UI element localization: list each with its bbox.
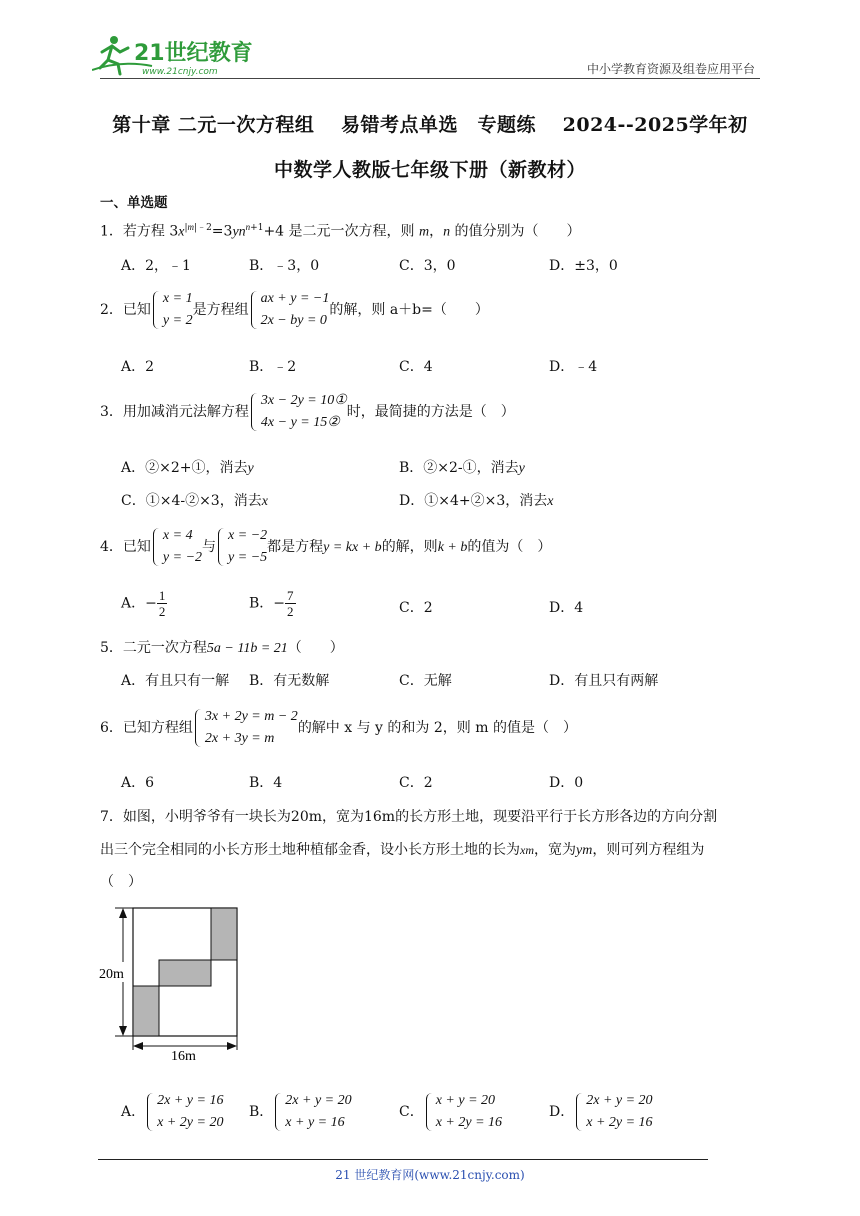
small-rect-top — [211, 908, 237, 960]
q7-option-b[interactable]: B． 2x + y = 20 x + y = 16 — [249, 1090, 352, 1134]
page-title-line2: 中数学人教版七年级下册（新教材） — [273, 159, 586, 181]
q3-option-d[interactable]: D．①×4+②×3，消去x — [399, 493, 554, 509]
q3-equation-system: 3x − 2y = 10① 4x − y = 15② — [249, 390, 347, 434]
q3-option-b[interactable]: B．②×2-①，消去y — [399, 460, 525, 476]
q4-option-a[interactable]: A．− $\frac{1}{2}$ — [121, 588, 166, 619]
header-platform-text: 中小学教育资源及组卷应用平台 — [586, 62, 755, 76]
q6-option-c[interactable]: C．2 — [399, 775, 433, 791]
q7-option-d[interactable]: D． 2x + y = 20 x + 2y = 16 — [549, 1090, 653, 1134]
question-1: 1．若方程 $3x^{|m|﹣2}=3yn^{n+1}+4$ 是二元一次方程，则 m，n 的值分别为（ ） — [100, 222, 581, 240]
q1-option-a[interactable]: A．2，﹣1 — [121, 258, 191, 274]
footer-divider — [98, 1159, 708, 1160]
small-rect-middle — [159, 960, 211, 986]
q2-given-system: x = 1 y = 2 — [151, 288, 193, 332]
question-5: 5．二元一次方程5a − 11b = 21（ ） — [100, 640, 344, 656]
q6-option-b[interactable]: B．4 — [249, 775, 283, 791]
q7-option-a[interactable]: A． 2x + y = 16 x + 2y = 20 — [121, 1090, 223, 1134]
q5-option-b[interactable]: B．有无数解 — [249, 673, 330, 689]
q7-figure — [95, 900, 245, 1060]
header-divider — [100, 78, 760, 79]
small-rect-bottom — [133, 986, 159, 1036]
question-3: 3．用加减消元法解方程 3x − 2y = 10① 4x − y = 15② 时，最简捷的方法是（ ） — [100, 390, 515, 434]
q3-option-c[interactable]: C．①×4-②×3，消去x — [121, 493, 268, 509]
section-heading: 一、单选题 — [100, 195, 168, 211]
logo — [92, 30, 262, 80]
q2-option-c[interactable]: C．4 — [399, 359, 433, 375]
q4-solution-1: x = 4 y = −2 — [151, 525, 202, 569]
question-7-line1: 7．如图，小明爷爷有一块长为20m，宽为16m的长方形土地，现要沿平行于长方形各边的方向分割 — [100, 809, 718, 825]
q4-solution-2: x = −2 y = −5 — [216, 525, 267, 569]
q4-option-b[interactable]: B．− $\frac{7}{2}$ — [249, 588, 294, 619]
question-4: 4．已知 x = 4 y = −2 与 x = −2 y = −5 都是方程y = kx + b的解，则k + b的值为（ ） — [100, 525, 551, 569]
q3-option-a[interactable]: A．②×2+①，消去y — [121, 460, 254, 476]
q2-equation-system: ax + y = −1 2x − by = 0 — [249, 288, 330, 332]
logo-url: www.21cnjy.com — [142, 67, 218, 77]
height-label: 20m — [99, 967, 124, 982]
q1-option-d[interactable]: D．±3，0 — [549, 258, 618, 274]
width-label: 16m — [171, 1049, 196, 1060]
footer-link[interactable]: 21 世纪教育网(www.21cnjy.com) — [335, 1168, 525, 1182]
q2-option-d[interactable]: D．﹣4 — [549, 359, 598, 375]
q6-option-d[interactable]: D．0 — [549, 775, 584, 791]
q2-option-a[interactable]: A．2 — [121, 359, 155, 375]
q1-option-c[interactable]: C．3，0 — [399, 258, 456, 274]
logo-text: 21世纪教育 — [134, 41, 253, 66]
q4-option-c[interactable]: C．2 — [399, 600, 433, 616]
q1-option-b[interactable]: B．﹣3，0 — [249, 258, 320, 274]
q6-equation-system: 3x + 2y = m − 2 2x + 3y = m — [193, 706, 298, 750]
question-7-line2: 出三个完全相同的小长方形土地种植郁金香，设小长方形土地的长为xm，宽为ym，则可列方程组为 — [100, 842, 705, 858]
q5-option-d[interactable]: D．有且只有两解 — [549, 673, 659, 689]
q2-option-b[interactable]: B．﹣2 — [249, 359, 297, 375]
q4-option-d[interactable]: D．4 — [549, 600, 584, 616]
question-7-line3: （ ） — [100, 874, 142, 890]
q5-option-c[interactable]: C．无解 — [399, 673, 452, 689]
page-title-line1: 第十章 二元一次方程组 易错考点单选 专题练 2024--2025学年初 — [112, 114, 748, 136]
question-6: 6．已知方程组 3x + 2y = m − 2 2x + 3y = m 的解中 x 与 y 的和为 2，则 m 的值是（ ） — [100, 706, 577, 750]
q7-option-c[interactable]: C． x + y = 20 x + 2y = 16 — [399, 1090, 502, 1134]
question-2: 2．已知 x = 1 y = 2 是方程组 ax + y = −1 2x − by = 0 的解，则 a＋b=（ ） — [100, 288, 489, 332]
q5-option-a[interactable]: A．有且只有一解 — [121, 673, 230, 689]
q6-option-a[interactable]: A．6 — [121, 775, 155, 791]
